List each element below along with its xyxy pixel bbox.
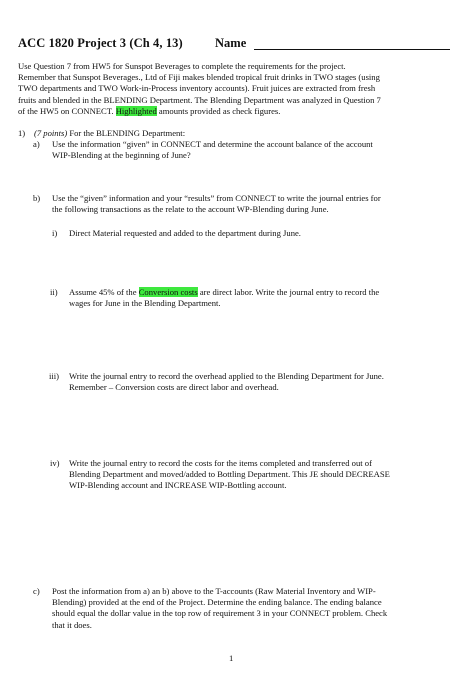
question-lead: For the BLENDING Department:: [67, 128, 186, 138]
item-line: Remember – Conversion costs are direct labor and overhead.: [69, 382, 279, 393]
header: [18, 36, 450, 52]
item-line: Direct Material requested and added to the department during June.: [69, 228, 301, 238]
item-line: that it does.: [52, 619, 92, 630]
item-b-text: [52, 193, 381, 215]
item-label-c: c): [33, 586, 40, 596]
item-line: wages for June in the Blending Department.: [69, 298, 221, 309]
item-label-b: b): [33, 193, 41, 203]
item-line: Write the journal entry to record the costs for the items completed and transferred out of: [69, 458, 372, 468]
document-title: ACC 1820 Project 3 (Ch 4, 13): [18, 36, 183, 50]
item-line: Post the information from a) an b) above to the T-accounts (Raw Material Inventory and WIP-: [52, 586, 376, 596]
question-heading: [34, 128, 185, 139]
item-line: Use the information “given” in CONNECT and determine the account balance of the account: [52, 139, 373, 149]
subitem-label-i: i): [52, 228, 58, 238]
subitem-ii-text: [69, 287, 379, 309]
item-line: Blending) provided at the end of the Project. Determine the ending balance. The ending balance: [52, 597, 382, 608]
subitem-text: Assume 45% of the: [69, 287, 139, 297]
intro-line: Use Question 7 from HW5 for Sunspot Beverages to complete the requirements for the project.: [18, 61, 346, 71]
page-number: 1: [229, 653, 234, 663]
subitem-i-text: [69, 228, 301, 239]
item-c-text: [52, 586, 387, 631]
subitem-iv-text: [69, 458, 390, 492]
question-number: 1): [18, 128, 26, 138]
subitem-text: are direct labor. Write the journal entry to record the: [197, 287, 380, 297]
item-line: [69, 287, 379, 298]
highlighted-text: Conversion costs: [138, 287, 198, 297]
name-blank-line: [254, 49, 450, 50]
intro-line: Remember that Sunspot Beverages., Ltd of Fiji makes blended tropical fruit drinks in TWO stages (using: [18, 72, 380, 83]
item-a-text: [52, 139, 373, 161]
subitem-label-iii: iii): [49, 371, 60, 381]
item-line: the following transactions as the relate to the account WP-Blending during June.: [52, 204, 329, 215]
points-label: (7 points): [34, 128, 68, 138]
item-line: WIP-Blending account and INCREASE WIP-Bottling account.: [69, 480, 287, 491]
intro-text: of the HW5 on CONNECT.: [18, 105, 116, 116]
subitem-label-ii: ii): [50, 287, 58, 297]
subitem-iii-text: [69, 371, 384, 393]
subitem-label-iv: iv): [50, 458, 60, 468]
item-line: Write the journal entry to record the overhead applied to the Blending Department for June.: [69, 371, 384, 381]
intro-text: amounts provided as check figures.: [156, 105, 281, 116]
item-line: Blending Department and moved/added to Bottling Department. This JE should DECREASE: [69, 469, 390, 480]
item-line: Use the “given” information and your “results” from CONNECT to write the journal entries for: [52, 193, 381, 203]
item-line: should equal the dollar value in the top row of requirement 3 in your CONNECT problem. Check: [52, 608, 388, 619]
name-label: Name: [215, 36, 247, 50]
highlighted-text: Highlighted: [115, 105, 157, 116]
intro-line: TWO departments and TWO Work-in-Process inventory accounts). Fruit juices are extracted from fresh: [18, 83, 376, 94]
intro-line: fruits and blended in the BLENDING Department. The Blending Department was analyzed in Question 7: [18, 94, 381, 105]
item-line: WIP-Blending at the beginning of June?: [52, 150, 191, 161]
intro-line: [18, 106, 448, 117]
intro-paragraph: [18, 61, 448, 117]
item-label-a: a): [33, 139, 40, 149]
